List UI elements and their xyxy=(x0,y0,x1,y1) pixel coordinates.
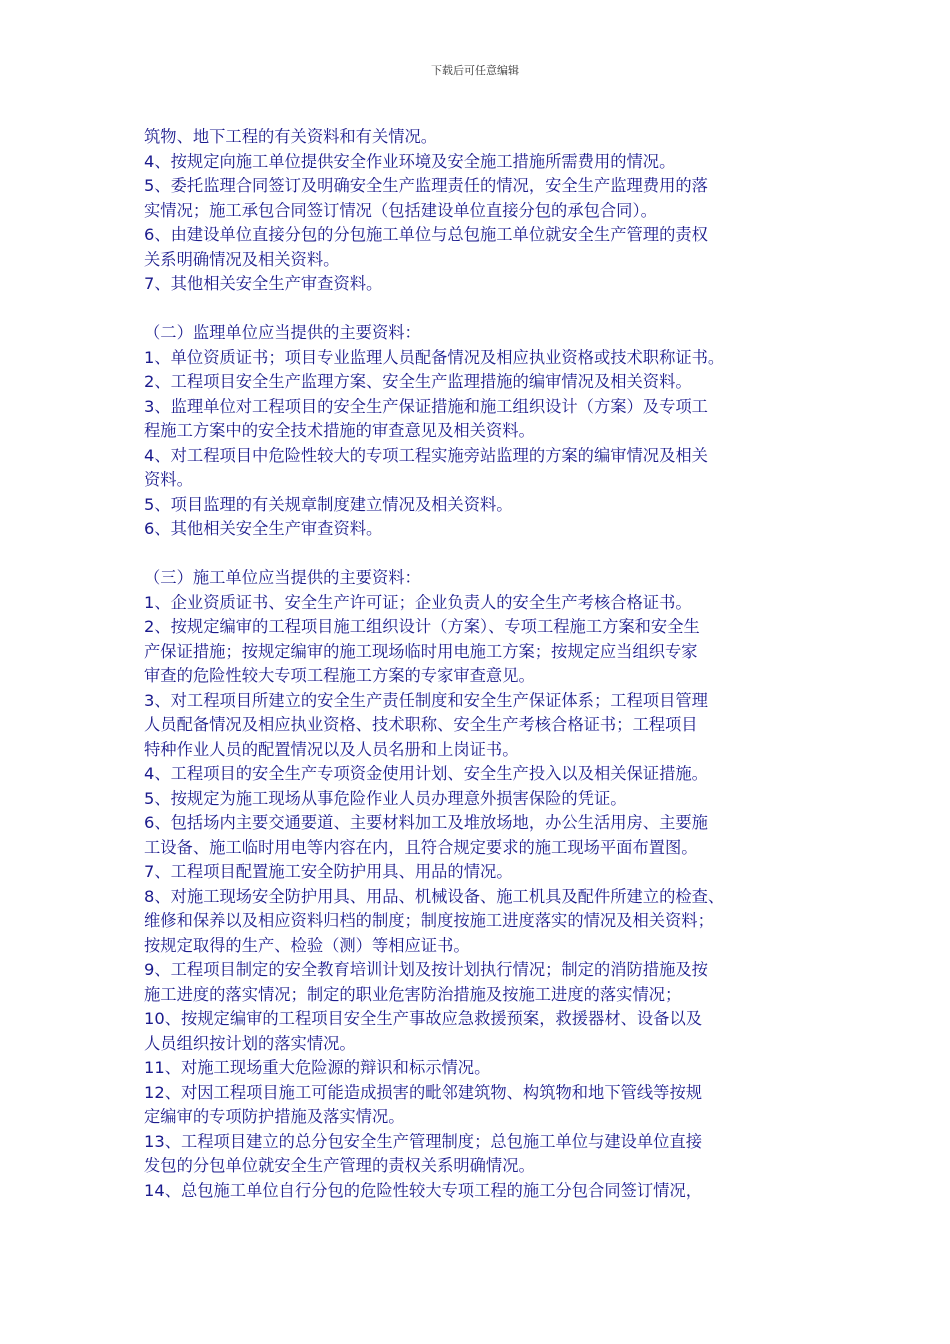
text-line: 7、工程项目配置施工安全防护用具、用品的情况。 xyxy=(144,862,513,881)
text-line: 关系明确情况及相关资料。 xyxy=(144,249,340,269)
text-line: （二）监理单位应当提供的主要资料： xyxy=(144,323,421,342)
page-header: 下载后可任意编辑 xyxy=(431,64,519,77)
text-line: 程施工方案中的安全技术措施的审查意见及相关资料。 xyxy=(144,421,535,440)
text-line: 人员组织按计划的落实情况。 xyxy=(144,1033,356,1053)
text-line: 11、对施工现场重大危险源的辩识和标示情况。 xyxy=(144,1058,491,1077)
text-line: 定编审的专项防护措施及落实情况。 xyxy=(144,1107,405,1126)
text-line: 4、工程项目的安全生产专项资金使用计划、安全生产投入以及相关保证措施。 xyxy=(144,764,708,783)
text-line: 发包的分包单位就安全生产管理的责权关系明确情况。 xyxy=(144,1156,535,1175)
text-line: 5、项目监理的有关规章制度建立情况及相关资料。 xyxy=(144,494,513,514)
text-line: 资料。 xyxy=(144,470,193,489)
text-line: 3、对工程项目所建立的安全生产责任制度和安全生产保证体系；工程项目管理 xyxy=(144,690,708,710)
paragraph-gap xyxy=(144,542,824,567)
text-line: 特种作业人员的配置情况以及人员名册和上岗证书。 xyxy=(144,739,519,759)
text-line: 实情况；施工承包合同签订情况（包括建设单位直接分包的承包合同）。 xyxy=(144,200,657,220)
document-body xyxy=(144,125,824,1203)
text-line: 施工进度的落实情况；制定的职业危害防治措施及按施工进度的落实情况； xyxy=(144,984,682,1004)
text-line: 6、其他相关安全生产审查资料。 xyxy=(144,519,383,538)
paragraph-gap xyxy=(144,297,824,322)
text-line: 9、工程项目制定的安全教育培训计划及按计划执行情况；制定的消防措施及按 xyxy=(144,960,708,979)
text-line: 13、工程项目建立的总分包安全生产管理制度；总包施工单位与建设单位直接 xyxy=(144,1131,703,1151)
text-line: 4、对工程项目中危险性较大的专项工程实施旁站监理的方案的编审情况及相关 xyxy=(144,445,708,465)
text-line: 按规定取得的生产、检验（测）等相应证书。 xyxy=(144,935,470,955)
text-line: 4、按规定向施工单位提供安全作业环境及安全施工措施所需费用的情况。 xyxy=(144,151,676,171)
text-line: 筑物、地下工程的有关资料和有关情况。 xyxy=(144,127,438,146)
text-line: 2、按规定编审的工程项目施工组织设计（方案）、专项工程施工方案和安全生 xyxy=(144,617,700,636)
text-line: 5、按规定为施工现场从事危险作业人员办理意外损害保险的凭证。 xyxy=(144,788,627,808)
text-line: 6、由建设单位直接分包的分包施工单位与总包施工单位就安全生产管理的责权 xyxy=(144,225,708,244)
text-line: 2、工程项目安全生产监理方案、安全生产监理措施的编审情况及相关资料。 xyxy=(144,372,692,391)
text-line: 1、单位资质证书；项目专业监理人员配备情况及相应执业资格或技术职称证书。 xyxy=(144,347,725,367)
text-line: 12、对因工程项目施工可能造成损害的毗邻建筑物、构筑物和地下管线等按规 xyxy=(144,1082,703,1102)
text-line: 1、企业资质证书、安全生产许可证；企业负责人的安全生产考核合格证书。 xyxy=(144,592,692,612)
text-line: 6、包括场内主要交通要道、主要材料加工及堆放场地，办公生活用房、主要施 xyxy=(144,813,708,832)
text-line: 3、监理单位对工程项目的安全生产保证措施和施工组织设计（方案）及专项工 xyxy=(144,396,708,416)
text-line: 产保证措施；按规定编审的施工现场临时用电施工方案；按规定应当组织专家 xyxy=(144,641,698,661)
text-line: 工设备、施工临时用电等内容在内，且符合规定要求的施工现场平面布置图。 xyxy=(144,837,698,857)
text-line: 5、委托监理合同签订及明确安全生产监理责任的情况，安全生产监理费用的落 xyxy=(144,176,708,195)
text-line: 10、按规定编审的工程项目安全生产事故应急救援预案，救援器材、设备以及 xyxy=(144,1009,703,1028)
text-line: 审查的危险性较大专项工程施工方案的专家审查意见。 xyxy=(144,666,535,685)
text-line: 8、对施工现场安全防护用具、用品、机械设备、施工机具及配件所建立的检查、 xyxy=(144,886,725,906)
text-line: 7、其他相关安全生产审查资料。 xyxy=(144,274,383,293)
text-line: 14、总包施工单位自行分包的危险性较大专项工程的施工分包合同签订情况， xyxy=(144,1180,703,1200)
text-line: 人员配备情况及相应执业资格、技术职称、安全生产考核合格证书；工程项目 xyxy=(144,715,698,734)
text-line: 维修和保养以及相应资料归档的制度；制度按施工进度落实的情况及相关资料； xyxy=(144,911,714,930)
text-line: （三）施工单位应当提供的主要资料： xyxy=(144,568,421,587)
